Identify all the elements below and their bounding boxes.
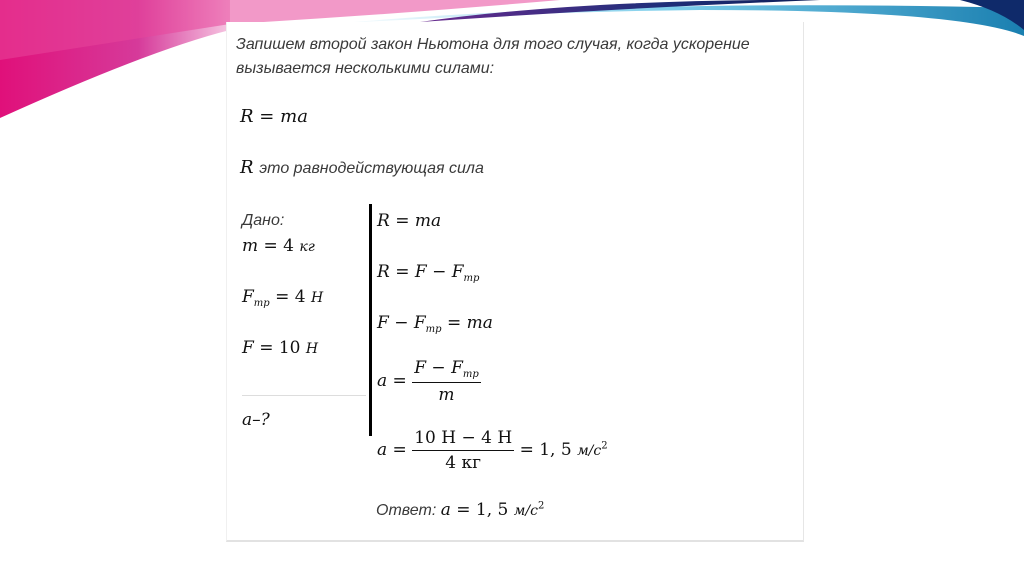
solution-step-1: R = ma xyxy=(377,211,442,231)
solution-divider-line xyxy=(369,204,372,436)
given-friction-force: $F_{тр} = 4$ Н xyxy=(242,287,324,309)
intro-line-1: Запишем второй закон Ньютона для того случая, когда ускорение xyxy=(236,36,750,53)
solution-step-5: a = $\frac{10 Н - 4 Н}{4 кг}$ = 1, 5 $м/с^2$ xyxy=(377,428,608,473)
given-label: Дано: xyxy=(242,212,285,229)
given-separator-line xyxy=(242,395,366,396)
fraction-numeric: $\frac{10 Н - 4 Н}{4 кг}$ xyxy=(414,428,513,473)
solution-step-3: $F - F_{тр}$ = ma xyxy=(377,313,493,335)
find-acceleration: a–? xyxy=(242,410,270,430)
formula-main: R = ma xyxy=(240,106,308,127)
intro-line-2: вызывается несколькими силами: xyxy=(236,60,495,77)
fraction: $\frac{F - F_{тр}}{m}$ xyxy=(414,358,479,405)
answer-line: Ответ: a = 1, 5 $м/с^2$ xyxy=(376,500,545,520)
given-force: F = 10 Н xyxy=(242,338,319,358)
solution-step-4: a = $\frac{F - F_{тр}}{m}$ xyxy=(377,358,479,405)
solution-step-2: $R = F - F_{тр}$ xyxy=(377,262,480,284)
given-mass: m = 4 кг xyxy=(242,236,315,256)
definition-line: R это равнодействующая сила xyxy=(240,157,484,178)
